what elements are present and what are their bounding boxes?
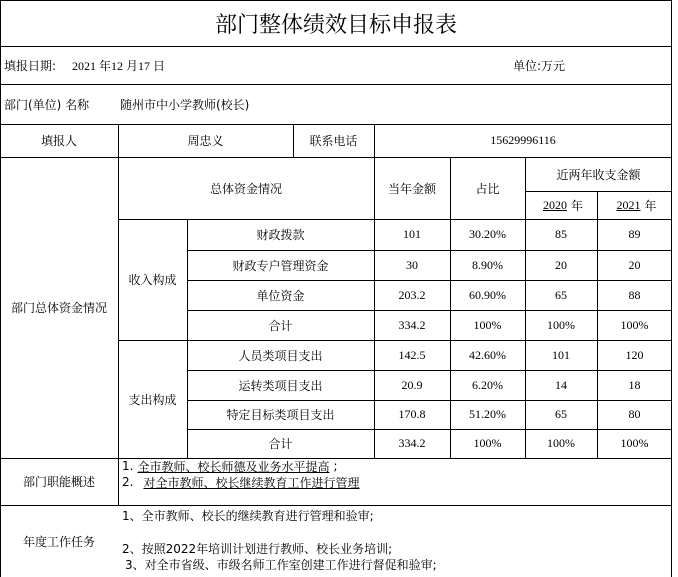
funds-section-label: 部门总体资金情况 bbox=[10, 301, 107, 315]
task-item: 2、按照2022年培训计划进行教师、校长业务培训; bbox=[122, 541, 393, 556]
expense-y2-cell: 120 bbox=[625, 347, 644, 362]
expense-amount-cell: 20.9 bbox=[401, 377, 423, 392]
income-amount-cell: 334.2 bbox=[398, 317, 426, 332]
phone-label: 联系电话 bbox=[309, 134, 358, 148]
year2: 2021 bbox=[616, 197, 641, 212]
income-name-cell: 财政专户管理资金 bbox=[232, 258, 329, 273]
income-y2-cell: 88 bbox=[628, 287, 641, 302]
income-amount-cell: 203.2 bbox=[398, 287, 426, 302]
income-ratio-cell: 100% bbox=[473, 317, 502, 332]
year2-header bbox=[597, 191, 672, 219]
year1-suffix: 年 bbox=[570, 198, 583, 213]
income-amount-cell: 30 bbox=[406, 257, 418, 272]
expense-ratio-cell: 42.60% bbox=[469, 347, 506, 362]
income-ratio-cell: 60.90% bbox=[469, 287, 506, 302]
dept-label: 部门(单位) 名称 bbox=[4, 97, 90, 112]
year2-suffix: 年 bbox=[644, 198, 657, 213]
expense-name-cell: 合计 bbox=[268, 437, 293, 451]
date-value: 2021 年12 月17 日 bbox=[72, 58, 166, 73]
col-recent: 近两年收支金额 bbox=[556, 167, 641, 182]
expense-name-cell: 人员类项目支出 bbox=[238, 348, 323, 363]
expense-ratio-cell: 6.20% bbox=[472, 377, 503, 392]
income-name-cell: 单位资金 bbox=[256, 288, 305, 303]
duty-line-2 bbox=[122, 474, 662, 490]
expense-y2-cell: 18 bbox=[628, 377, 641, 392]
task-item: 1、全市教师、校长的继续教育进行管理和验审; bbox=[122, 508, 374, 523]
duty-2-num: 2. bbox=[122, 475, 134, 489]
income-y1-cell: 100% bbox=[547, 317, 575, 332]
duty-1-num: 1. bbox=[122, 459, 134, 473]
income-y1-cell: 85 bbox=[555, 227, 567, 241]
income-y2-cell: 89 bbox=[628, 227, 641, 241]
page-title: 部门整体绩效目标申报表 bbox=[214, 12, 457, 38]
duty-1-text: 全市教师、校长师德及业务水平提高 bbox=[137, 459, 330, 474]
unit-label: 单位:万元 bbox=[513, 58, 566, 73]
tasks-label: 年度工作任务 bbox=[22, 534, 95, 549]
col-ratio: 占比 bbox=[475, 181, 500, 196]
expense-ratio-cell: 100% bbox=[473, 436, 502, 450]
phone-value: 15629996116 bbox=[490, 133, 556, 147]
expense-y1-cell: 65 bbox=[555, 407, 567, 421]
income-y1-cell: 20 bbox=[555, 257, 567, 272]
income-ratio-cell: 8.90% bbox=[472, 257, 503, 272]
date-label: 填报日期: bbox=[4, 58, 57, 73]
income-y2-cell: 100% bbox=[620, 317, 649, 332]
income-label: 收入构成 bbox=[128, 273, 177, 287]
income-name-cell: 合计 bbox=[268, 318, 293, 333]
expense-y1-cell: 101 bbox=[552, 347, 570, 362]
duty-line-1 bbox=[122, 458, 662, 474]
duty-2-text: 对全市教师、校长继续教育工作进行管理 bbox=[143, 475, 360, 490]
expense-name-cell: 特定目标类项目支出 bbox=[226, 408, 335, 422]
dept-value: 随州市中小学教师(校长) bbox=[120, 97, 250, 112]
income-name-cell: 财政拨款 bbox=[256, 228, 305, 242]
expense-name-cell: 运转类项目支出 bbox=[238, 378, 323, 393]
income-y1-cell: 65 bbox=[555, 287, 567, 302]
duty-1-tail: ; bbox=[333, 459, 338, 473]
col-overview: 总体资金情况 bbox=[209, 181, 282, 196]
filler-name: 周忠义 bbox=[187, 134, 224, 148]
task-item: 3、对全市省级、市级名师工作室创建工作进行督促和验审; bbox=[125, 557, 437, 572]
year1-header bbox=[525, 191, 597, 219]
filler-label: 填报人 bbox=[40, 134, 77, 148]
duties-label: 部门职能概述 bbox=[22, 475, 95, 489]
expense-amount-cell: 170.8 bbox=[398, 407, 426, 421]
expense-amount-cell: 142.5 bbox=[398, 347, 426, 362]
expense-label: 支出构成 bbox=[128, 392, 177, 407]
expense-y2-cell: 80 bbox=[628, 407, 641, 421]
income-y2-cell: 20 bbox=[628, 257, 641, 272]
expense-amount-cell: 334.2 bbox=[398, 436, 426, 450]
col-amount: 当年金额 bbox=[387, 181, 436, 196]
expense-y1-cell: 100% bbox=[547, 436, 575, 450]
expense-y2-cell: 100% bbox=[620, 436, 649, 450]
income-amount-cell: 101 bbox=[403, 227, 421, 241]
expense-ratio-cell: 51.20% bbox=[469, 407, 506, 421]
income-ratio-cell: 30.20% bbox=[469, 227, 506, 241]
expense-y1-cell: 14 bbox=[555, 377, 567, 392]
year1: 2020 bbox=[542, 197, 567, 212]
